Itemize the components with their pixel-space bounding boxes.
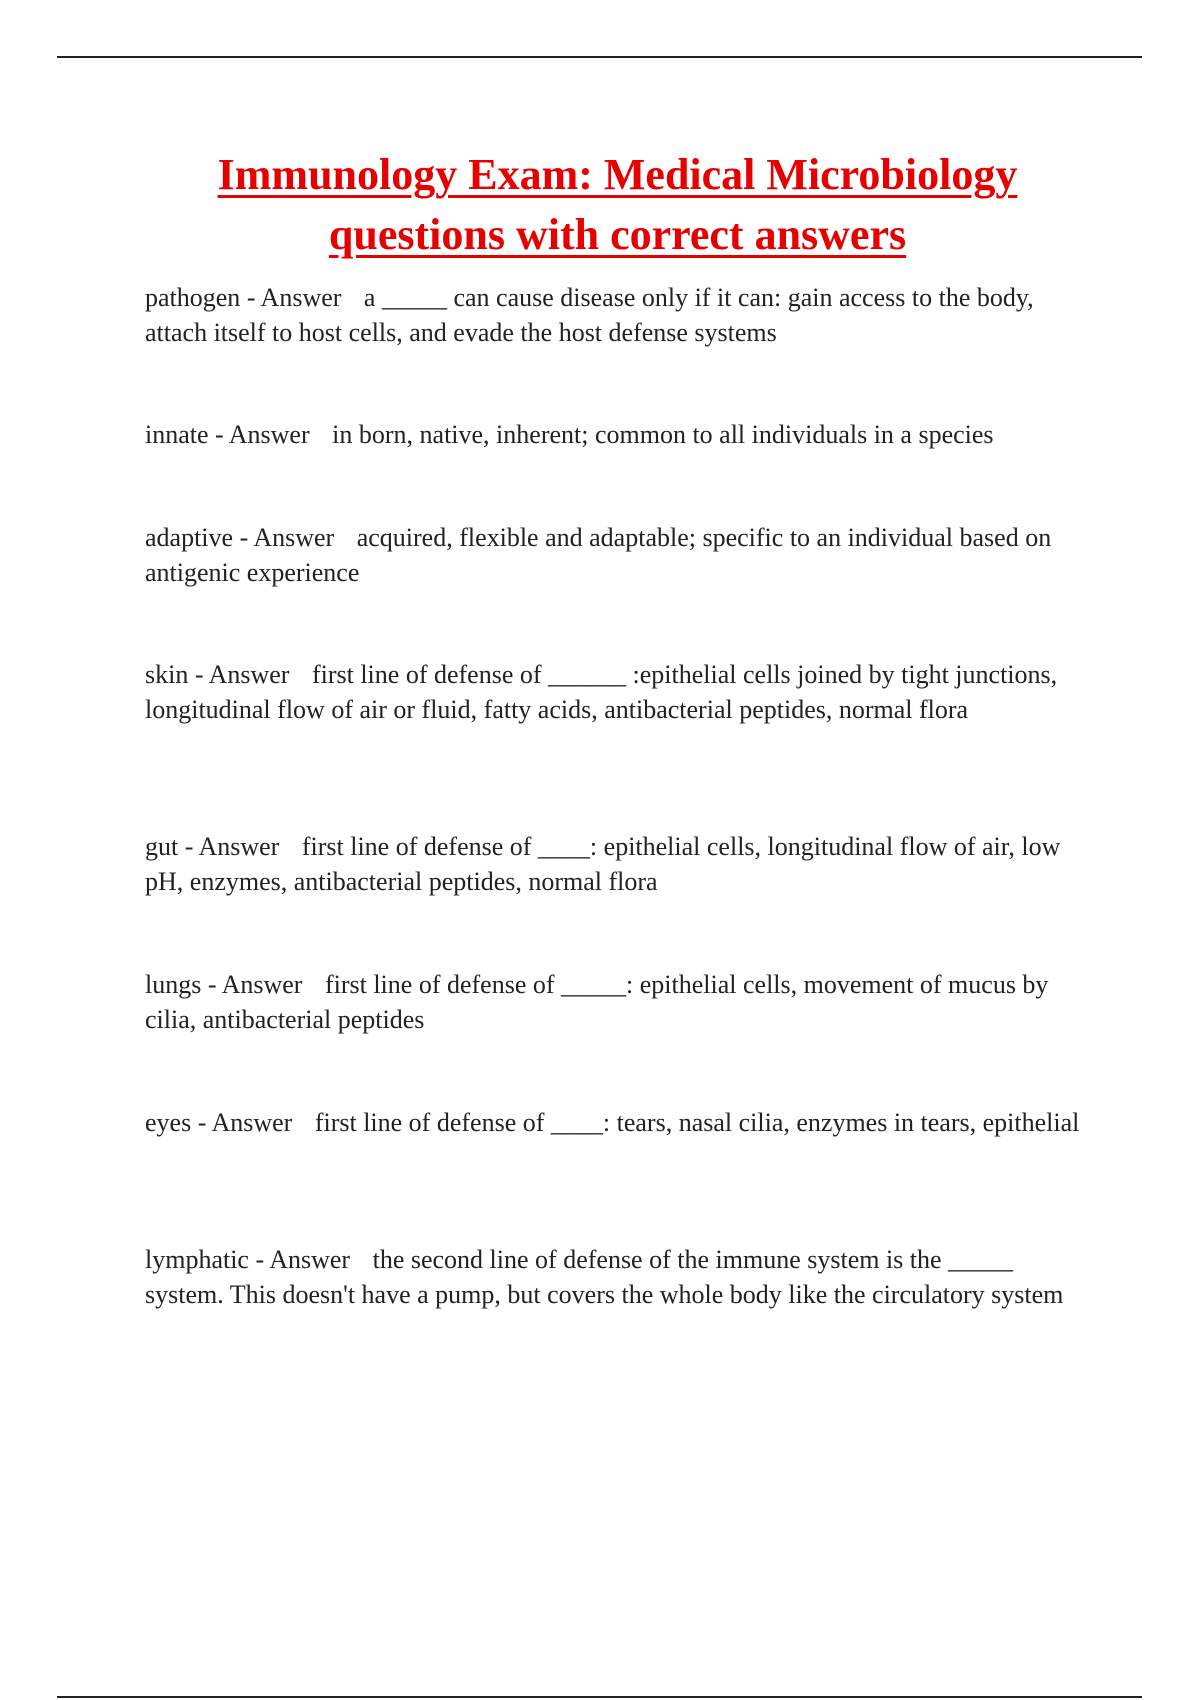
qa-answer-label: Answer: [260, 283, 342, 312]
qa-term: innate -: [145, 420, 229, 449]
qa-answer-label: Answer: [198, 832, 280, 861]
qa-entry-lungs: [145, 967, 1095, 1037]
title-line-2: questions with correct answers: [328, 210, 907, 259]
qa-answer: first line of defense of ____: tears, nasal cilia, enzymes in tears, epithelial: [314, 1108, 1080, 1137]
qa-answer-label: Answer: [253, 523, 335, 552]
qa-entry-pathogen: [145, 280, 1095, 350]
document-title: [60, 145, 1175, 265]
qa-term: eyes -: [145, 1108, 211, 1137]
qa-answer: first line of defense of _____: epithelial cells, movement of mucus by cilia, antibacterial peptides: [145, 970, 1049, 1034]
qa-entry-lymphatic: [145, 1242, 1095, 1312]
qa-entry-innate: [145, 417, 1095, 452]
qa-answer-label: Answer: [228, 420, 310, 449]
qa-term: lungs -: [145, 970, 222, 999]
qa-answer: a _____ can cause disease only if it can: gain access to the body, attach itself to host cells, and evade the host defense systems: [145, 283, 1034, 347]
qa-answer: acquired, flexible and adaptable; specific to an individual based on antigenic experience: [145, 523, 1052, 587]
qa-answer: first line of defense of ______ :epithelial cells joined by tight junctions, longitudinal flow of air or fluid, fatty acids, antibacterial peptides, normal flora: [145, 660, 1058, 724]
qa-term: adaptive -: [145, 523, 253, 552]
qa-answer: in born, native, inherent; common to all individuals in a species: [332, 420, 994, 449]
qa-term: lymphatic -: [145, 1245, 269, 1274]
qa-entry-gut: [145, 829, 1095, 899]
qa-term: skin -: [145, 660, 209, 689]
qa-entry-eyes: [145, 1105, 1095, 1140]
qa-term: pathogen -: [145, 283, 261, 312]
title-line-1: Immunology Exam: Medical Microbiology: [217, 150, 1018, 199]
top-rule: [57, 56, 1142, 58]
qa-answer: first line of defense of ____: epithelial cells, longitudinal flow of air, low pH, enzymes, antibacterial peptides, normal flora: [145, 832, 1061, 896]
qa-answer-label: Answer: [221, 970, 303, 999]
qa-answer-label: Answer: [269, 1245, 351, 1274]
qa-entry-adaptive: [145, 520, 1095, 590]
qa-answer: the second line of defense of the immune system is the _____ system. This doesn't have a pump, but covers the whole body like the circulatory system: [145, 1245, 1064, 1309]
bottom-rule: [57, 1696, 1142, 1698]
qa-answer-label: Answer: [208, 660, 290, 689]
qa-answer-label: Answer: [211, 1108, 293, 1137]
qa-term: gut -: [145, 832, 198, 861]
qa-entry-skin: [145, 657, 1095, 727]
